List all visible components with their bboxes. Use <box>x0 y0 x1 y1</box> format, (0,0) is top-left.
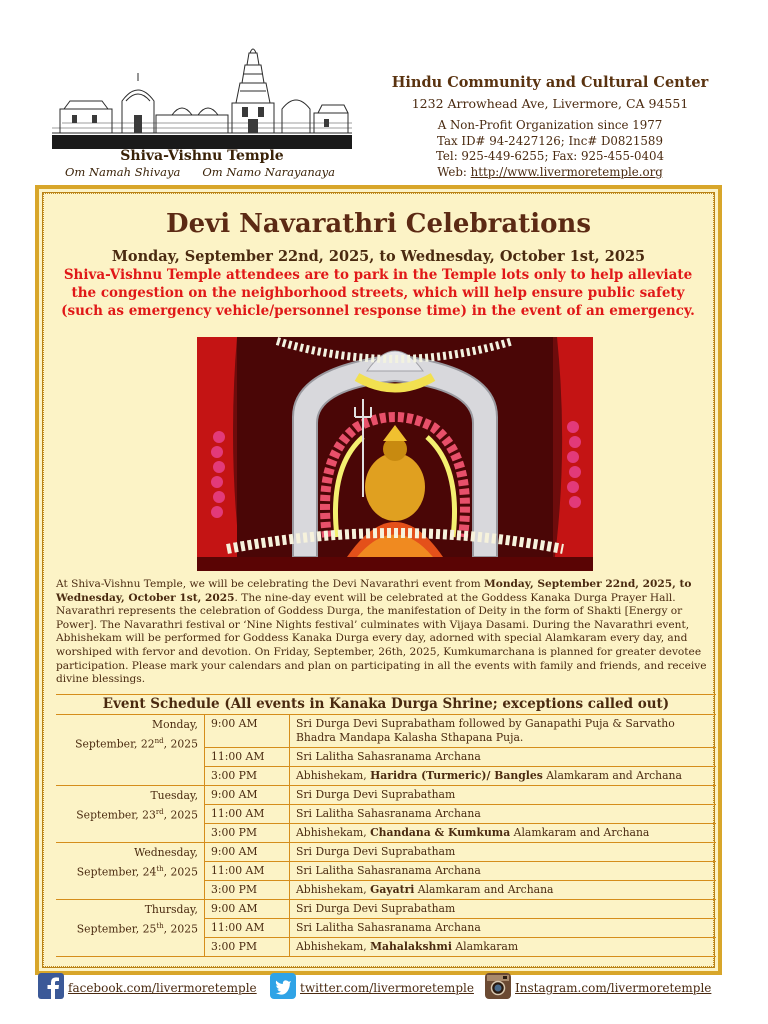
event-cell: Sri Durga Devi Suprabatham <box>290 843 717 862</box>
twitter-item[interactable] <box>270 973 474 999</box>
event-title: Devi Navarathri Celebrations <box>166 209 591 239</box>
day-date: September, 23rd, 2025 <box>76 808 198 822</box>
time-cell: 11:00 AM <box>205 919 290 938</box>
temple-name: Shiva-Vishnu Temple <box>120 148 284 164</box>
time-cell: 9:00 AM <box>205 786 290 805</box>
mantra-narayana: Om Namo Narayanaya <box>202 165 336 179</box>
schedule-row <box>56 715 716 748</box>
event-cell: Sri Lalitha Sahasranama Archana <box>290 862 717 881</box>
web-line <box>380 165 720 181</box>
schedule-row <box>56 786 716 805</box>
phone-line: Tel: 925-449-6255; Fax: 925-455-0404 <box>435 149 664 163</box>
mantra-shiva: Om Namah Shivaya <box>64 165 181 179</box>
intro-text-rest: . The nine-day event will be celebrated at the Goddess Kanaka Durga Prayer Hall. Navarathri represents the celebration of Goddess Durga, the manifestation of Deity in the form of Shakti [Energy or Power]. The Navarathri festival or ‘Nine Nights festival’ culminates with Vijaya Dasami. During the Navarathri event, Abhishekam will be performed for Goddess Kanaka Durga every day, adorned with special Alamkaram every day, and worshiped with fervor and devotion. On Friday, September, 26th, 2025, Kumkumarchana is planned for greater devotee participation. Please mark your calendars and plan on participating in all the events with family and friends, and receive divine blessings. <box>56 591 707 686</box>
parking-notice: Shiva-Vishnu Temple attendees are to park in the Temple lots only to help alleviate the congestion on the neighborhood streets, which will help ensure public safety (such as emergency vehicle/personnel response time) in the event of an emergency. <box>61 267 695 319</box>
event-cell: Abhishekam, Mahalakshmi Alamkaram <box>290 938 717 957</box>
event-date-range: Monday, September 22nd, 2025, to Wednesday, October 1st, 2025 <box>111 248 646 265</box>
social-footer <box>38 973 728 1007</box>
web-label: Web: <box>437 164 467 179</box>
day-cell <box>56 843 205 900</box>
instagram-icon <box>485 973 511 999</box>
day-date: September, 22nd, 2025 <box>75 737 198 751</box>
event-cell: Sri Lalitha Sahasranama Archana <box>290 805 717 824</box>
time-cell: 11:00 AM <box>205 805 290 824</box>
event-cell: Abhishekam, Chandana & Kumkuma Alamkaram and Archana <box>290 824 717 843</box>
day-weekday: Tuesday, <box>150 789 198 802</box>
intro-text-start: At Shiva-Vishnu Temple, we will be celebrating the Devi Navarathri event from <box>56 578 485 590</box>
time-cell: 9:00 AM <box>205 715 290 748</box>
flyer-frame <box>35 185 722 975</box>
event-cell: Abhishekam, Haridra (Turmeric)/ Bangles Alamkaram and Archana <box>290 767 717 786</box>
schedule-title: Event Schedule (All events in Kanaka Durga Shrine; exceptions called out) <box>56 694 716 715</box>
temple-logo <box>52 43 352 149</box>
goddess-durga-photo <box>197 337 593 571</box>
event-cell: Sri Durga Devi Suprabatham followed by Ganapathi Puja & Sarvatho Bhadra Mandapa Kalasha Sthapana Puja. <box>290 715 717 748</box>
day-weekday: Wednesday, <box>134 846 198 859</box>
twitter-link[interactable]: twitter.com/livermoretemple <box>300 981 474 995</box>
event-cell: Sri Durga Devi Suprabatham <box>290 900 717 919</box>
facebook-item[interactable] <box>38 973 257 999</box>
day-cell <box>56 715 205 786</box>
schedule-row <box>56 900 716 919</box>
nonprofit-line: A Non-Profit Organization since 1977 <box>437 118 663 132</box>
time-cell: 11:00 AM <box>205 748 290 767</box>
website-link[interactable]: http://www.livermoretemple.org <box>470 164 663 179</box>
schedule-table <box>56 715 716 957</box>
day-date: September, 24th, 2025 <box>76 865 198 879</box>
facebook-icon <box>38 973 64 999</box>
time-cell: 9:00 AM <box>205 843 290 862</box>
day-weekday: Monday, <box>152 718 198 731</box>
twitter-icon <box>270 973 296 999</box>
organization-info <box>380 74 720 180</box>
event-schedule <box>56 694 716 957</box>
time-cell: 3:00 PM <box>205 824 290 843</box>
org-address: 1232 Arrowhead Ave, Livermore, CA 94551 <box>411 96 689 111</box>
event-cell: Sri Durga Devi Suprabatham <box>290 786 717 805</box>
instagram-item[interactable] <box>485 973 711 999</box>
intro-date-bold: Monday, September 22nd, 2025, to Wednesday, October 1st, 2025 <box>56 578 692 604</box>
time-cell: 3:00 PM <box>205 767 290 786</box>
event-description <box>56 578 709 687</box>
facebook-link[interactable]: facebook.com/livermoretemple <box>68 981 257 995</box>
day-date: September, 25th, 2025 <box>76 922 198 936</box>
day-cell <box>56 900 205 957</box>
instagram-link[interactable]: Instagram.com/livermoretemple <box>515 981 712 995</box>
event-cell: Sri Lalitha Sahasranama Archana <box>290 919 717 938</box>
day-weekday: Thursday, <box>144 903 198 916</box>
mantras <box>50 165 350 179</box>
time-cell: 11:00 AM <box>205 862 290 881</box>
schedule-row <box>56 843 716 862</box>
event-cell: Sri Lalitha Sahasranama Archana <box>290 748 717 767</box>
tax-line: Tax ID# 94-2427126; Inc# D0821589 <box>437 133 663 148</box>
time-cell: 9:00 AM <box>205 900 290 919</box>
time-cell: 3:00 PM <box>205 881 290 900</box>
org-name: Hindu Community and Cultural Center <box>391 74 709 91</box>
time-cell: 3:00 PM <box>205 938 290 957</box>
event-cell: Abhishekam, Gayatri Alamkaram and Archana <box>290 881 717 900</box>
day-cell <box>56 786 205 843</box>
